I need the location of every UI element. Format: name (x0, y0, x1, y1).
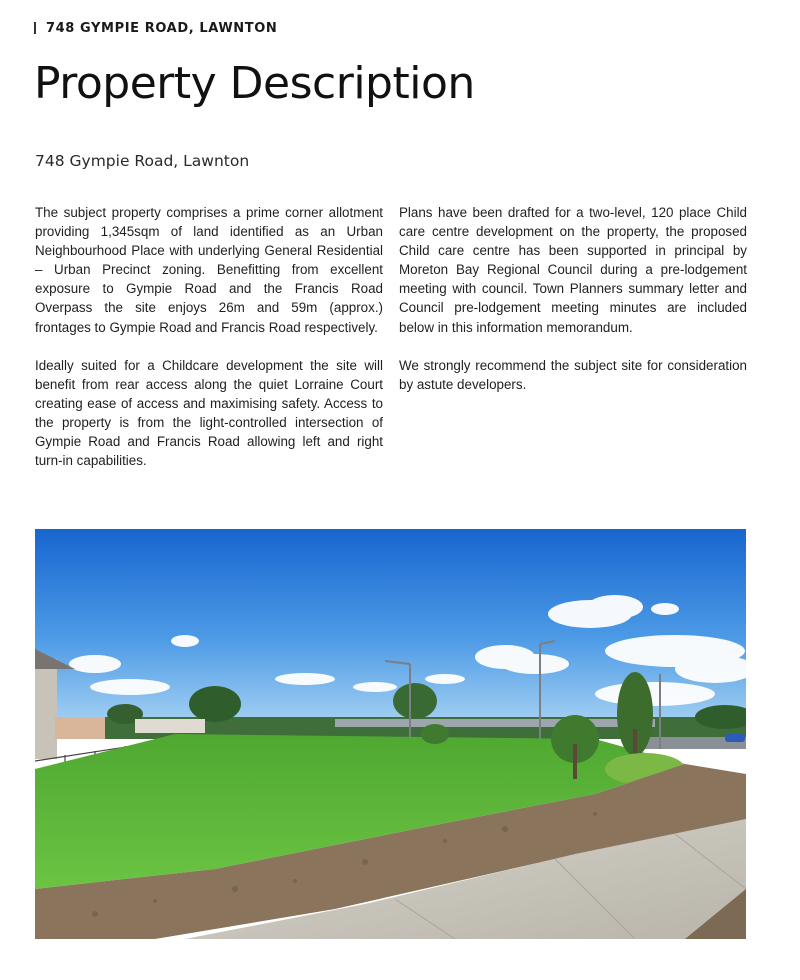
right-column (399, 203, 747, 413)
overpass (335, 719, 655, 727)
paragraph-property-overview: The subject property comprises a prime corner allotment providing 1,345sqm of land identified as an Urban Neighbourhood Place with underlying General Residential – Urban Precinct zoning. Benefitting from excellent exposure to Gympie Road and the Francis Road Overpass the site enjoys 26m and 59m (approx.) frontages to Gympie Road and Francis Road respectively. (35, 205, 383, 335)
header-address: 748 GYMPIE ROAD, LAWNTON (46, 20, 278, 36)
left-column (35, 203, 383, 489)
header-divider (34, 22, 36, 34)
paragraph-childcare-suitability: Ideally suited for a Childcare development the site will benefit from rear access along the quiet Lorraine Court creating ease of access and maximising safety. Access to the property is from the light-controlled intersection of Gympie Road and Francis Road allowing left and right turn-in capabilities. (35, 357, 383, 469)
paragraph-recommendation: We strongly recommend the subject site for consideration by astute developers. (399, 357, 747, 392)
property-photo-illustration (35, 529, 746, 939)
car (725, 734, 745, 742)
property-photo (35, 529, 746, 939)
paragraph-development-plans: Plans have been drafted for a two-level, 120 place Child care centre development on the property, the proposed Child care centre has been supported in principal by Moreton Bay Regional Council during a pre-lodgement meeting with council. Town Planners summary letter and Council pre-lodgement meeting minutes are included below in this information memorandum. (399, 205, 747, 335)
document-header (34, 20, 277, 36)
page-title: Property Description (34, 58, 475, 109)
page-subtitle: 748 Gympie Road, Lawnton (35, 152, 250, 170)
